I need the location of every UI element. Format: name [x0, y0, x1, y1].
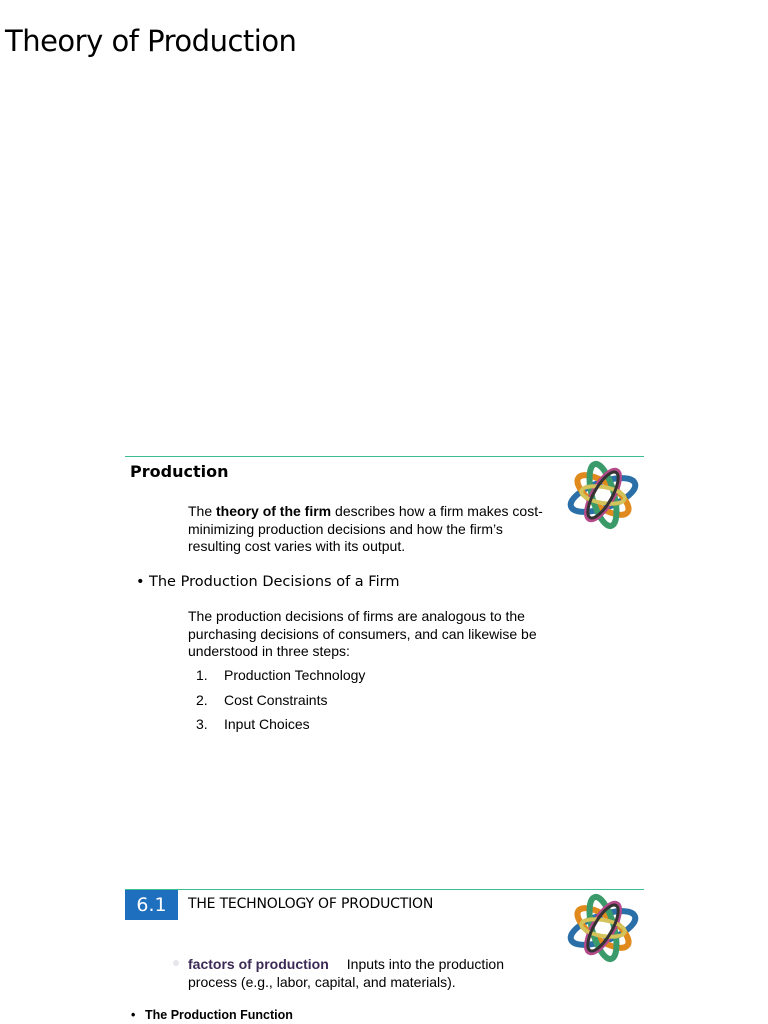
interlocking-rings-logo-icon [563, 458, 643, 532]
interlocking-rings-logo-icon [563, 891, 643, 965]
factors-of-production-definition [188, 955, 548, 991]
list-item [196, 716, 365, 741]
list-item [196, 692, 365, 717]
production-function-bullet [131, 1008, 293, 1022]
definition-text: Inputs into the production process (e.g., labor, capital, and materials). [188, 956, 505, 990]
definition-bullet-icon [173, 960, 179, 966]
definition-term: factors of production [188, 956, 329, 972]
production-decisions-bullet [136, 574, 399, 590]
list-item [196, 667, 365, 692]
step-label: Production Technology [224, 667, 366, 683]
slide-heading: Production [130, 462, 229, 481]
step-number: 2. [196, 691, 208, 708]
document-title: Theory of Production [5, 24, 297, 58]
bullet-text: The Production Function [145, 1008, 293, 1022]
section-number-badge: 6.1 [125, 890, 178, 920]
theory-of-firm-paragraph [188, 503, 558, 556]
step-number: 3. [196, 716, 208, 732]
section-title: THE TECHNOLOGY OF PRODUCTION [188, 896, 434, 912]
step-label: Input Choices [224, 716, 310, 732]
step-label: Cost Constraints [224, 691, 328, 708]
slide-divider [125, 456, 644, 457]
production-decisions-paragraph: The production decisions of firms are analogous to the purchasing decisions of consumers, and can likewise be understood in three steps: [188, 608, 537, 659]
intro-prefix: The [188, 503, 217, 519]
intro-suffix: describes how a firm makes cost-minimizing production decisions and how the firm’s resulting cost varies with its output. [188, 503, 543, 554]
step-number: 1. [196, 667, 208, 683]
bullet-text: The Production Decisions of a Firm [149, 574, 400, 590]
slide-divider [125, 889, 644, 890]
bullet-icon: • [131, 1008, 136, 1022]
bullet-icon: • [136, 574, 145, 590]
steps-list [196, 667, 365, 741]
theory-of-firm-term: theory of the firm [216, 503, 332, 519]
